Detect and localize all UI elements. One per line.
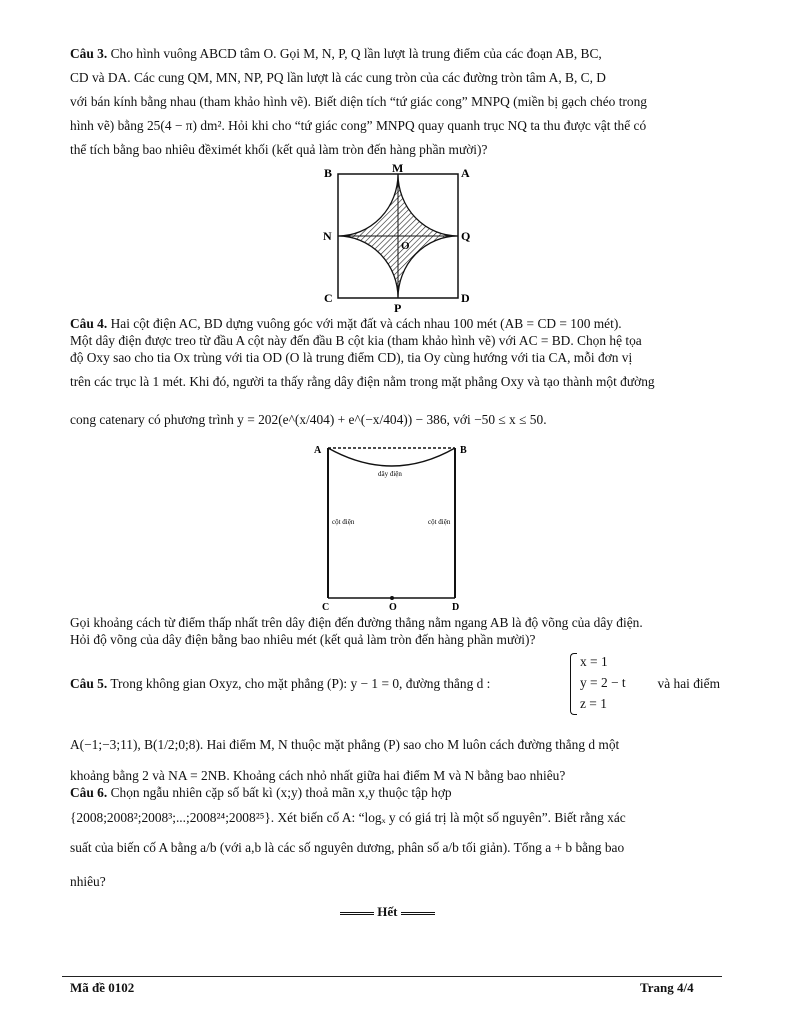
question-5-end bbox=[70, 767, 720, 784]
end-text: Hết bbox=[377, 904, 398, 919]
label-pole-right: cột điện bbox=[428, 518, 451, 526]
question-3 bbox=[70, 42, 720, 162]
label-C: C bbox=[322, 602, 330, 612]
end-rule-left bbox=[340, 912, 374, 915]
sys-eq-1: x = 1 bbox=[580, 654, 608, 669]
label-D: D bbox=[452, 602, 460, 612]
q4-line-6: Gọi khoảng cách từ điểm thấp nhất trên dây điện đến đường thẳng nằm ngang AB là độ võng của dây điện. bbox=[70, 615, 643, 630]
question-5-line-1: Câu 5. Trong không gian Oxyz, cho mặt phẳng (P): y − 1 = 0, đường thẳng d : bbox=[70, 676, 491, 691]
label-D: D bbox=[461, 291, 470, 305]
q6-label: Câu 6. bbox=[70, 785, 108, 800]
end-rule-right bbox=[401, 912, 435, 915]
q6-line-1: Câu 6. Chọn ngẫu nhiên cặp số bất kì (x;y) thoả mãn x,y thuộc tập hợp bbox=[70, 785, 452, 800]
label-M: M bbox=[392, 164, 404, 175]
footer-divider bbox=[62, 976, 722, 977]
q6-line-4: nhiêu? bbox=[70, 874, 106, 889]
q4-line-1: Câu 4. Hai cột điện AC, BD dựng vuông góc với mặt đất và cách nhau 100 mét (AB = CD = 100 mét). bbox=[70, 316, 622, 331]
q3-line-5: thể tích bằng bao nhiêu đềximét khối (kết quả làm tròn đến hàng phần mười)? bbox=[70, 142, 488, 157]
q4-line-2: Một dây điện được treo từ đầu A cột này đến đầu B cột kia (tham khảo hình vẽ) với AC = BD. Chọn hệ tọa bbox=[70, 333, 642, 348]
label-wire: dây điện bbox=[378, 470, 402, 478]
sys-eq-2: y = 2 − t bbox=[580, 675, 626, 690]
q3-line-2: CD và DA. Các cung QM, MN, NP, PQ lần lượt là các cung tròn của các đường tròn tâm A, B, C, D bbox=[70, 70, 606, 85]
label-O: O bbox=[389, 602, 397, 612]
label-B: B bbox=[460, 445, 467, 456]
q4-line-5: cong catenary có phương trình y = 202(e^(x/404) + e^(−x/404)) − 386, với −50 ≤ x ≤ 50. bbox=[70, 412, 547, 427]
q6-line-2: {2008;2008²;2008³;...;2008²⁴;2008²⁵}. Xét biến cố A: “logₓ y có giá trị là một số nguyên”. Biết rằng xác bbox=[70, 810, 626, 825]
wire-curve bbox=[328, 448, 455, 466]
label-Q: Q bbox=[461, 229, 471, 243]
q4-figure bbox=[310, 440, 480, 617]
point-O bbox=[390, 596, 394, 600]
q6-line-3: suất của biến cố A bằng a/b (với a,b là các số nguyên dương, phân số a/b tối giản). Tổng a + b bằng bao bbox=[70, 840, 625, 855]
label-O: O bbox=[401, 240, 410, 252]
question-4 bbox=[70, 315, 720, 366]
label-B: B bbox=[324, 166, 333, 180]
page-number: Trang 4/4 bbox=[640, 980, 694, 995]
label-C: C bbox=[324, 291, 333, 305]
pole-figure bbox=[310, 440, 480, 612]
q4-conclusion bbox=[70, 614, 720, 648]
label-P: P bbox=[394, 301, 402, 314]
q3-line-1: Câu 3. Cho hình vuông ABCD tâm O. Gọi M, N, P, Q lần lượt là trung điểm của các đoạn AB, BC, bbox=[70, 46, 602, 61]
q5-line-2: A(−1;−3;11), B(1/2;0;8). Hai điểm M, N thuộc mặt phẳng (P) sao cho M luôn cách đường thẳng d một bbox=[70, 737, 620, 752]
system-brace bbox=[570, 653, 577, 715]
label-N: N bbox=[323, 229, 332, 243]
q5-line-3: khoảng bằng 2 và NA = 2NB. Khoảng cách nhỏ nhất giữa hai điểm M và N bằng bao nhiêu? bbox=[70, 768, 566, 783]
q3-figure bbox=[318, 164, 478, 319]
exam-code: Mã đề 0102 bbox=[70, 980, 135, 995]
q4-line-7: Hỏi độ võng của dây điện bằng bao nhiêu mét (kết quả làm tròn đến hàng phần mười)? bbox=[70, 632, 536, 647]
q3-label: Câu 3. bbox=[70, 46, 108, 61]
label-A: A bbox=[461, 166, 470, 180]
square-figure bbox=[318, 164, 478, 314]
q4-label: Câu 4. bbox=[70, 316, 108, 331]
q5-label: Câu 5. bbox=[70, 676, 108, 691]
q3-line-3: với bán kính bằng nhau (tham khảo hình vẽ). Biết diện tích “tứ giác cong” MNPQ (miền bị gạch chéo trong bbox=[70, 94, 647, 109]
q4-line-4: trên các trục là 1 mét. Khi đó, người ta thấy rằng dây điện nằm trong mặt phẳng Oxy và tạo thành một đường bbox=[70, 374, 655, 389]
q4-line-3: độ Oxy sao cho tia Ox trùng với tia OD (O là trung điểm CD), tia Oy cùng hướng với tia CA, mỗi đơn vị bbox=[70, 350, 633, 365]
line-d-system bbox=[570, 651, 626, 714]
q3-line-4: hình vẽ) bằng 25(4 − π) dm². Hỏi khi cho “tứ giác cong” MNPQ quay quanh trục NQ ta thu được vật thể có bbox=[70, 118, 647, 133]
q5-line-1-tail: và hai điểm bbox=[657, 676, 720, 691]
end-mark bbox=[340, 904, 435, 920]
sys-eq-3: z = 1 bbox=[580, 696, 607, 711]
label-A: A bbox=[314, 445, 322, 456]
label-pole-left: cột điện bbox=[332, 518, 355, 526]
question-6 bbox=[70, 784, 720, 801]
